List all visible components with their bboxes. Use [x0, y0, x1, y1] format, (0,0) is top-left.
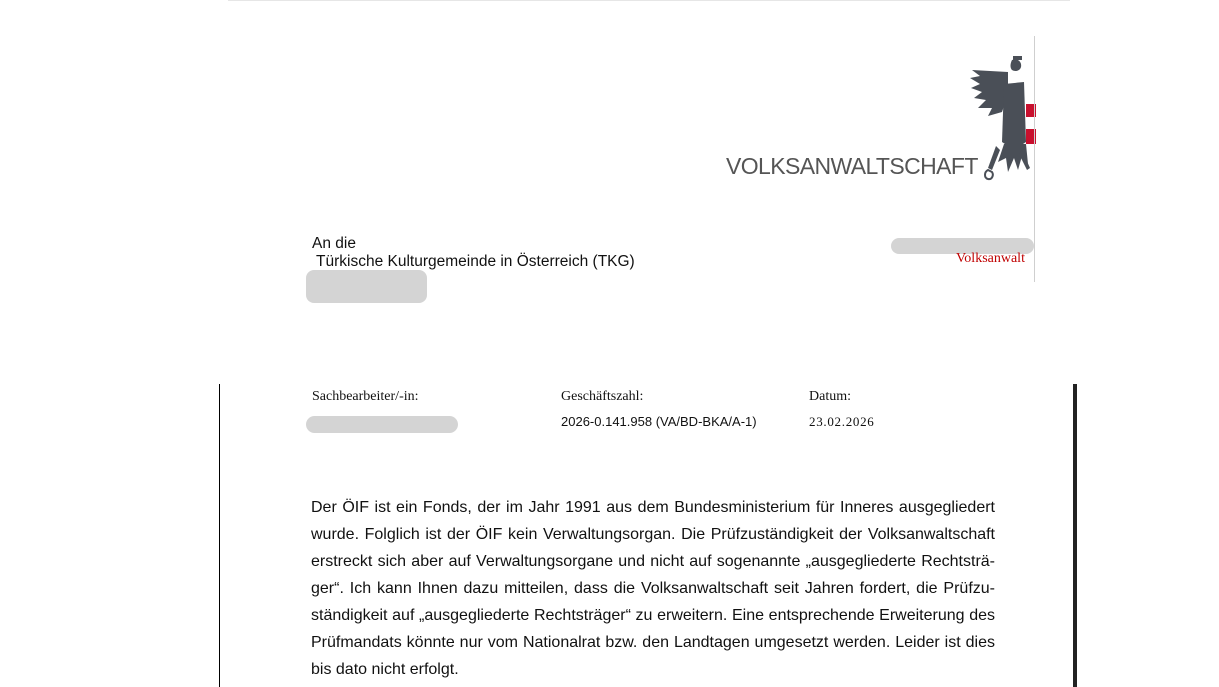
letterhead-wordmark: VOLKSANWALTSCHAFT — [726, 153, 978, 179]
content-left-border — [219, 384, 220, 687]
case-number-label: Geschäftszahl: — [561, 389, 644, 404]
recipient-address — [312, 235, 635, 271]
body-line: bis dato nicht erfolgt. — [311, 661, 459, 678]
case-number-value: 2026-0.141.958 (VA/BD-BKA/A-1) — [561, 414, 757, 429]
austrian-eagle-icon — [968, 54, 1036, 190]
body-line: Prüfmandats könnte nur vom Nationalrat bzw. den Landtagen umgesetzt werden. Leider ist dies — [311, 634, 995, 651]
letterhead-divider — [1034, 36, 1035, 282]
body-line: erstreckt sich aber auf Verwaltungsorgane und nicht auf sogenannte „ausgegliederte Rechtsträ- — [311, 553, 995, 570]
recipient-line-2: Türkische Kulturgemeinde in Österreich (TKG) — [316, 253, 635, 270]
recipient-line-1: An die — [312, 235, 356, 252]
date-value: 23.02.2026 — [809, 414, 875, 429]
redacted-recipient-address — [306, 270, 427, 303]
body-line: wurde. Folglich ist der ÖIF kein Verwaltungsorgan. Die Prüfzuständigkeit der Volksanwaltschaft — [311, 526, 995, 543]
redacted-clerk-name — [306, 416, 458, 433]
top-divider — [228, 0, 1070, 1]
clerk-label: Sachbearbeiter/-in: — [312, 389, 419, 404]
sender-role: Volksanwalt — [956, 251, 1025, 266]
body-line: ger“. Ich kann Ihnen dazu mitteilen, dass die Volksanwaltschaft seit Jahren fordert, die Prüfzu- — [311, 580, 995, 597]
letter-body-paragraph — [311, 494, 995, 683]
body-line: Der ÖIF ist ein Fonds, der im Jahr 1991 aus dem Bundesministerium für Inneres ausgegliedert — [311, 499, 995, 516]
date-label: Datum: — [809, 389, 851, 404]
body-line: ständigkeit auf „ausgegliederte Rechtsträger“ zu erweitern. Eine entsprechende Erweiterung des — [311, 607, 995, 624]
content-right-border — [1073, 384, 1077, 687]
